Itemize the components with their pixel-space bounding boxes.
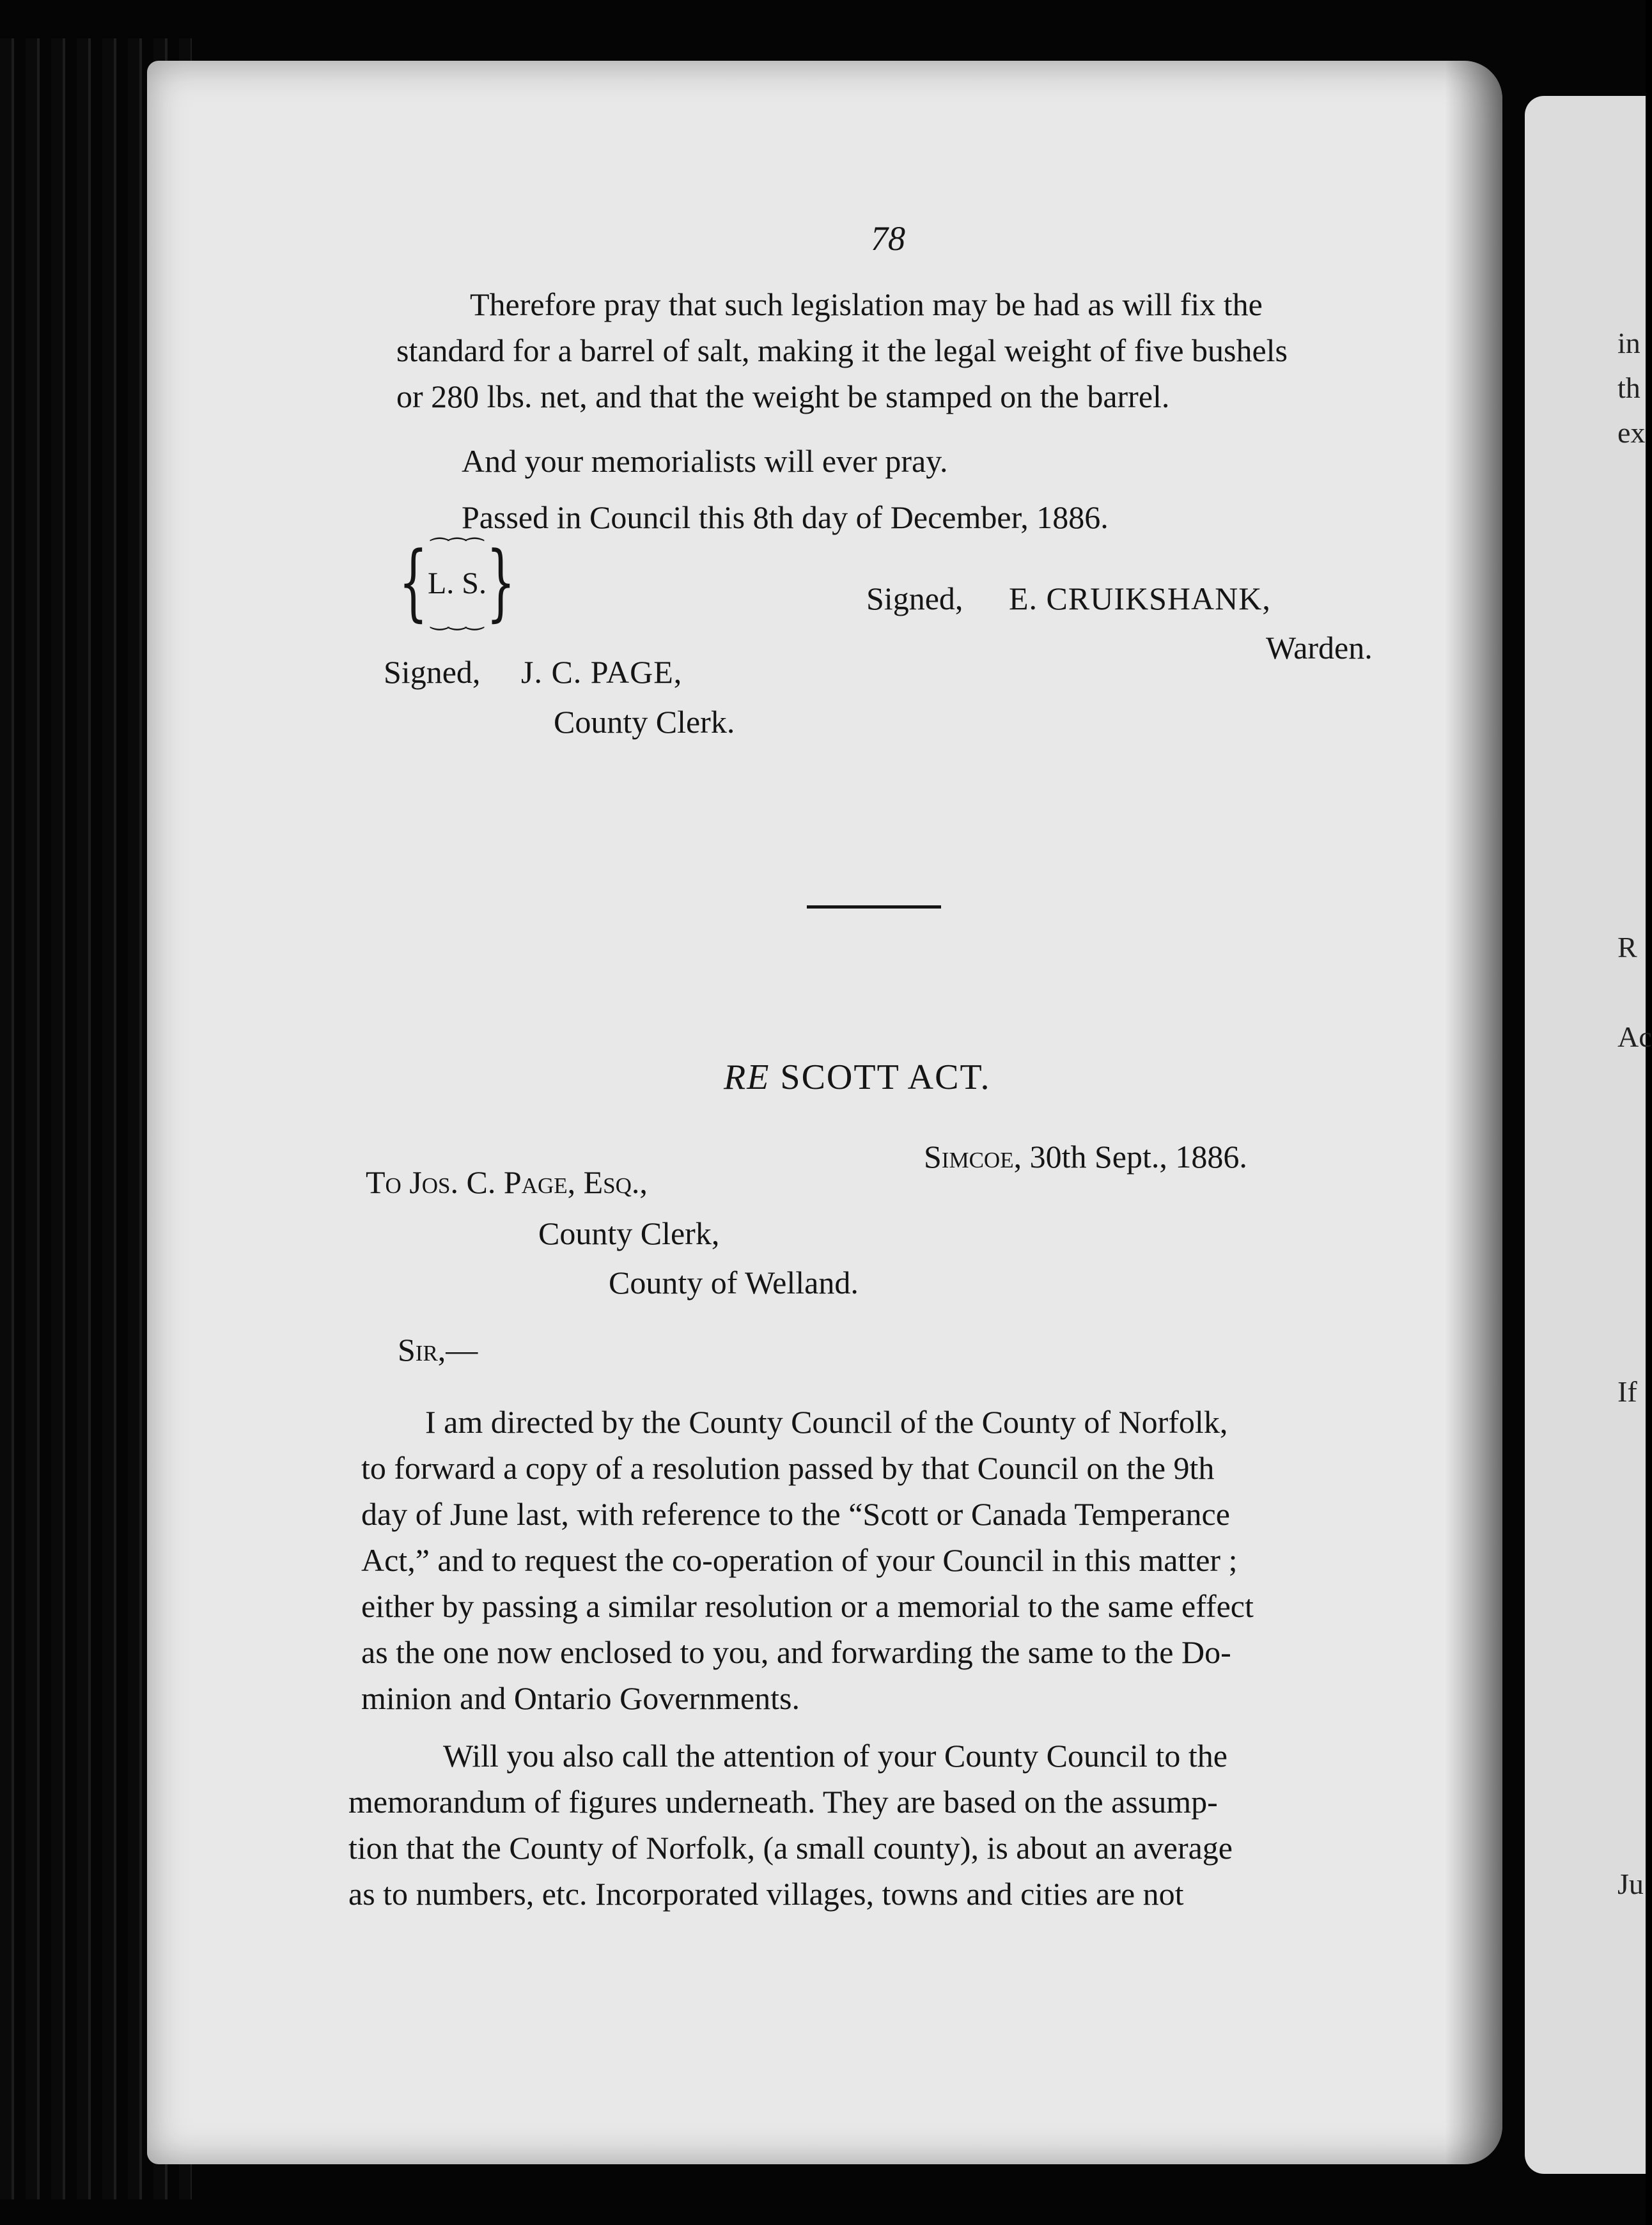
text-line: Will you also call the attention of your County Council to the [443, 1738, 1227, 1774]
brace-left: { [398, 533, 428, 630]
clerk-name: J. C. PAGE, [521, 654, 683, 690]
page-number: 78 [871, 219, 905, 258]
paragraph-letter-body [348, 1733, 1359, 1917]
section-heading [724, 1055, 991, 1100]
adjacent-page [1525, 96, 1652, 2174]
text-line: day of June last, with reference to the “Scott or Canada Temperance [361, 1496, 1230, 1532]
text-line: standard for a barrel of salt, making it the legal weight of five bushels [396, 332, 1288, 368]
address-line: County Clerk, [538, 1215, 720, 1251]
address-line: To Jos. C. Page, Esq., [366, 1164, 648, 1200]
dateline [924, 1137, 1247, 1177]
signed-label: Signed, [384, 654, 481, 690]
text-line: I am directed by the County Council of the County of Norfolk, [425, 1404, 1228, 1440]
text-line: minion and Ontario Governments. [361, 1680, 800, 1716]
adjacent-page-fragment: R [1617, 931, 1637, 964]
dateline-place: Simcoe, [924, 1139, 1022, 1175]
text-line: tion that the County of Norfolk, (a small county), is about an average [348, 1830, 1233, 1866]
warden-title: Warden. [1266, 630, 1373, 666]
brace-right: } [486, 533, 516, 630]
clerk-title: County Clerk. [554, 704, 735, 740]
text-line: as the one now enclosed to you, and forwarding the same to the Do- [361, 1634, 1231, 1670]
adjacent-page-fragment: Ac [1617, 1020, 1652, 1053]
seal-mark [393, 534, 521, 636]
text-line: to forward a copy of a resolution passed by that Council on the 9th [361, 1450, 1215, 1486]
adjacent-page-fragment: Ju [1617, 1868, 1644, 1900]
text-line: memorandum of figures underneath. They are based on the assump- [348, 1784, 1218, 1820]
adjacent-page-fragment: ex [1617, 416, 1646, 449]
paragraph-petition [396, 281, 1394, 419]
passed-line: Passed in Council this 8th day of December, 1886. [462, 499, 1109, 535]
text-line: Therefore pray that such legislation may be had as will fix the [470, 286, 1263, 322]
adjacent-page-fragment: If [1617, 1375, 1637, 1408]
warden-name: E. CRUIKSHANK, [1009, 581, 1271, 616]
heading-title: SCOTT ACT. [780, 1058, 991, 1097]
section-divider [807, 905, 941, 909]
dateline-date: 30th Sept., 1886. [1029, 1139, 1247, 1175]
closing-line: And your memorialists will ever pray. [462, 443, 948, 479]
text-line: either by passing a similar resolution or a memorial to the same effect [361, 1588, 1254, 1624]
signed-label: Signed, [866, 581, 963, 616]
adjacent-page-fragment: in [1617, 327, 1640, 359]
seal-flourish: ⁀⁀⁀ [431, 539, 483, 563]
page-curl-shadow [1445, 61, 1502, 2164]
seal-label: L. S. [427, 566, 487, 600]
paragraph-letter-body [361, 1399, 1365, 1721]
text-line: Act,” and to request the co-operation of your Council in this matter ; [361, 1542, 1238, 1578]
heading-re: RE [724, 1058, 770, 1097]
salutation: Sir,— [398, 1332, 478, 1368]
text-line: or 280 lbs. net, and that the weight be stamped on the barrel. [396, 379, 1170, 414]
seal-flourish: ‿‿‿ [431, 607, 483, 630]
text-line: as to numbers, etc. Incorporated villages, towns and cities are not [348, 1876, 1184, 1912]
address-line: County of Welland. [609, 1265, 859, 1300]
adjacent-page-fragment: th [1617, 371, 1640, 404]
